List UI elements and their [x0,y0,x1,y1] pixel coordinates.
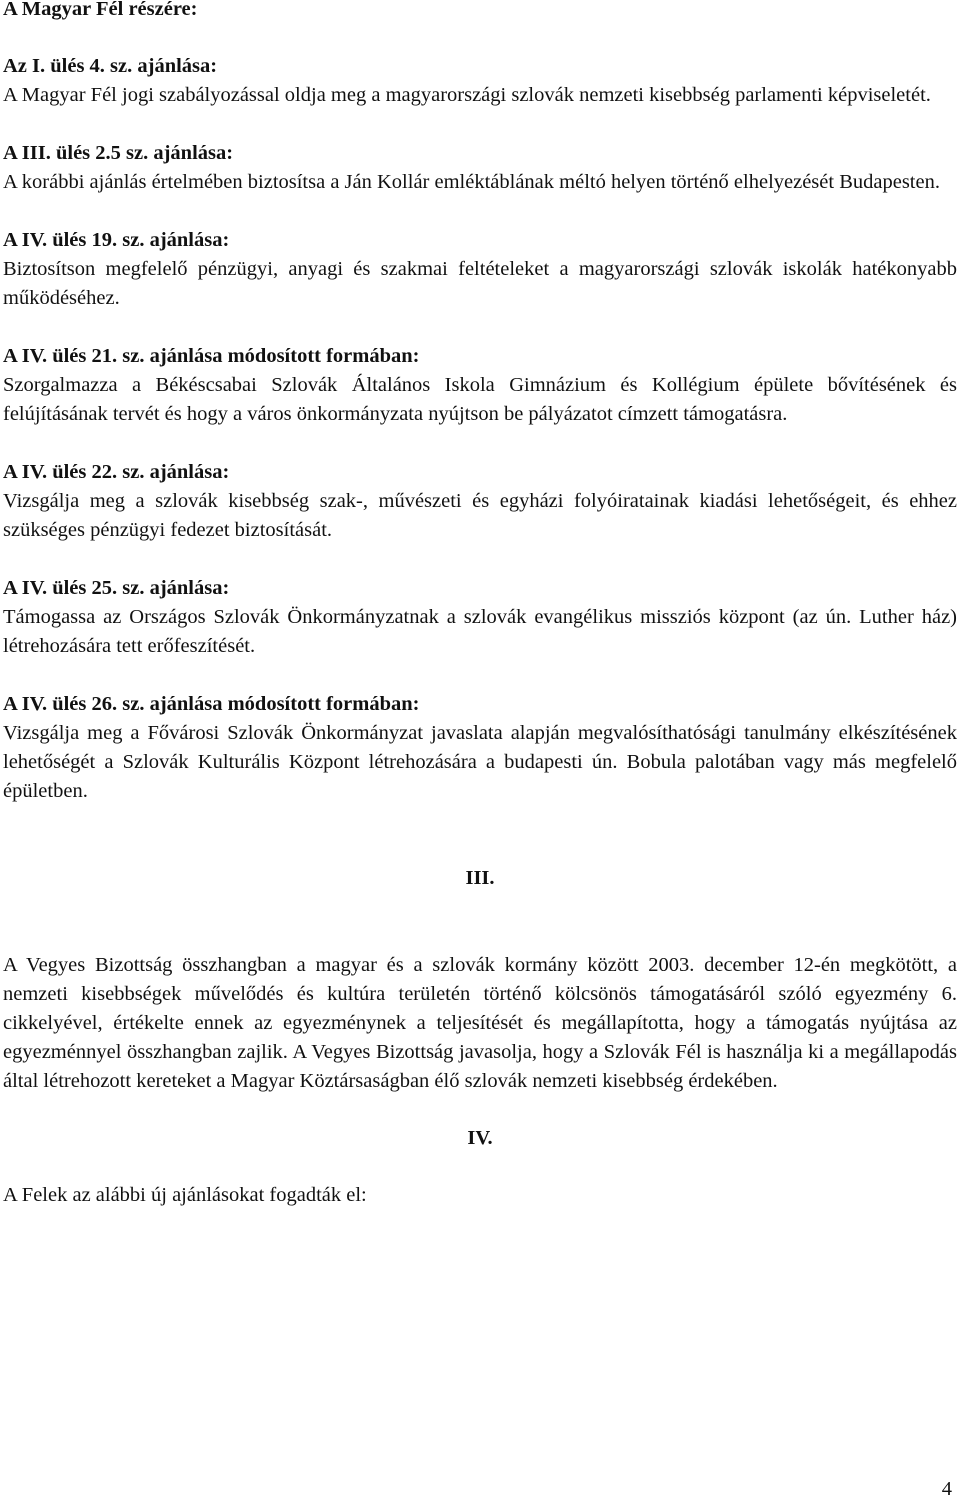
section-iv-text: A Felek az alábbi új ajánlásokat fogadták el: [3,1184,367,1206]
recommendation-heading: A IV. ülés 22. sz. ajánlása: [3,461,230,483]
recommendation-text: Vizsgálja meg a Fővárosi Szlovák Önkormányzat javaslata alapján megvalósíthatósági tanulmány elkészítésének lehetőségét a Szlovák Kulturális Központ létrehozására a budapesti ún. Bobula palotában vagy más megfelelő épületben. [3,722,957,802]
recommendation-5 [3,458,957,545]
section-iv-number: IV. [467,1127,493,1149]
recommendation-text: A korábbi ajánlás értelmében biztosítsa a Ján Kollár emléktáblának méltó helyen történő elhelyezését Budapesten. [3,171,940,193]
recommendation-text: A Magyar Fél jogi szabályozással oldja meg a magyarországi szlovák nemzeti kisebbség parlamenti képviseletét. [3,84,931,106]
recommendation-7 [3,690,957,806]
recommendation-4 [3,342,957,429]
document-title: A Magyar Fél részére: [3,0,198,20]
recommendation-heading: A IV. ülés 21. sz. ajánlása módosított formában: [3,345,420,367]
recommendation-text: Vizsgálja meg a szlovák kisebbség szak-, művészeti és egyházi folyóiratainak kiadási lehetőségeit, és ehhez szükséges pénzügyi fedezet biztosítását. [3,490,957,541]
recommendation-6 [3,574,957,661]
page-number: 4 [941,1478,952,1500]
recommendation-heading: A III. ülés 2.5 sz. ajánlása: [3,142,234,164]
recommendation-heading: A IV. ülés 25. sz. ajánlása: [3,577,230,599]
section-iii-number: III. [465,867,495,889]
recommendation-2 [3,139,957,197]
recommendation-heading: A IV. ülés 26. sz. ajánlása módosított formában: [3,693,420,715]
recommendation-text: Támogassa az Országos Szlovák Önkormányzatnak a szlovák evangélikus missziós központ (az ún. Luther ház) létrehozására tett erőfeszítését. [3,606,957,657]
recommendation-1 [3,52,957,110]
recommendation-text: Biztosítson megfelelő pénzügyi, anyagi és szakmai feltételeket a magyarországi szlovák iskolák hatékonyabb működéséhez. [3,258,957,309]
recommendation-3 [3,226,957,313]
section-iii-text: A Vegyes Bizottság összhangban a magyar és a szlovák kormány között 2003. december 12-én megkötött, a nemzeti kisebbségek művelődés és kultúra területén történő kölcsönös támogatásáról szóló egyezmény 6. cikkelyével, értékelte ennek az egyezménynek a teljesítését és megállapította, hogy a támogatás nyújtása az egyezménnyel összhangban zajlik. A Vegyes Bizottság javasolja, hogy a Szlovák Fél is használja ki a megállapodás által létrehozott kereteket a Magyar Köztársaságban élő szlovák nemzeti kisebbség érdekében. [3,954,957,1092]
recommendation-heading: A IV. ülés 19. sz. ajánlása: [3,229,230,251]
recommendation-heading: Az I. ülés 4. sz. ajánlása: [3,55,218,77]
document-body [3,0,957,1210]
recommendation-text: Szorgalmazza a Békéscsabai Szlovák Általános Iskola Gimnázium és Kollégium épülete bővítésének és felújításának tervét és hogy a város önkormányzata nyújtson be pályázatot címzett támogatásra. [3,374,957,425]
